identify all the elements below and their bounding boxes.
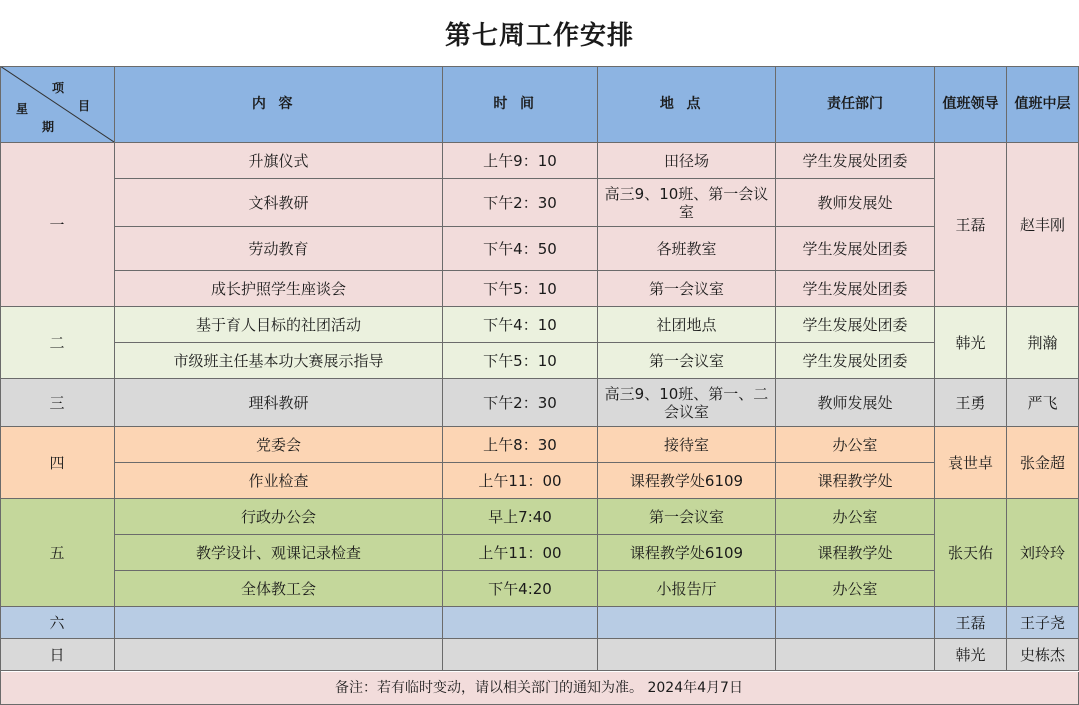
cell-content: 升旗仪式 (115, 143, 443, 179)
cell-place: 课程教学处6109 (598, 463, 776, 499)
cell-content: 教学设计、观课记录检查 (115, 535, 443, 571)
day-label: 二 (0, 307, 115, 379)
cell-dept: 学生发展处团委 (776, 227, 935, 271)
cell-dept: 教师发展处 (776, 179, 935, 227)
cell-place: 接待室 (598, 427, 776, 463)
cell-time: 上午11：00 (443, 463, 598, 499)
cell-content: 文科教研 (115, 179, 443, 227)
cell-place: 高三9、10班、第一、二会议室 (598, 379, 776, 427)
cell-dept: 学生发展处团委 (776, 343, 935, 379)
day-label: 一 (0, 143, 115, 307)
corner-day-char-1: 星 (16, 102, 29, 116)
duty-middle: 赵丰刚 (1007, 143, 1079, 307)
cell-content: 行政办公会 (115, 499, 443, 535)
cell-dept (776, 607, 935, 639)
cell-place: 田径场 (598, 143, 776, 179)
cell-time: 下午2：30 (443, 179, 598, 227)
cell-time: 早上7:40 (443, 499, 598, 535)
cell-content: 作业检查 (115, 463, 443, 499)
duty-middle: 王子尧 (1007, 607, 1079, 639)
day-label: 四 (0, 427, 115, 499)
cell-content: 基于育人目标的社团活动 (115, 307, 443, 343)
day-label: 三 (0, 379, 115, 427)
cell-content: 劳动教育 (115, 227, 443, 271)
cell-place: 小报告厅 (598, 571, 776, 607)
duty-middle: 荆瀚 (1007, 307, 1079, 379)
cell-dept: 学生发展处团委 (776, 307, 935, 343)
corner-day-char-2: 期 (42, 120, 55, 134)
duty-leader: 王勇 (935, 379, 1007, 427)
duty-middle: 史栋杰 (1007, 639, 1079, 671)
footer-note: 备注：若有临时变动，请以相关部门的通知为准。 2024年4月7日 (0, 672, 1079, 705)
day-label: 日 (0, 639, 115, 671)
header-time: 时间 (443, 66, 598, 143)
header-corner (0, 66, 115, 143)
cell-content: 党委会 (115, 427, 443, 463)
cell-place: 第一会议室 (598, 271, 776, 307)
cell-time: 下午4：10 (443, 307, 598, 343)
duty-leader: 韩光 (935, 307, 1007, 379)
day-label: 五 (0, 499, 115, 607)
cell-time: 上午8：30 (443, 427, 598, 463)
header-dept: 责任部门 (776, 66, 935, 143)
cell-time: 上午11：00 (443, 535, 598, 571)
page-title: 第七周工作安排 (444, 20, 634, 51)
cell-content: 全体教工会 (115, 571, 443, 607)
cell-time: 下午4:20 (443, 571, 598, 607)
header-content: 内容 (115, 66, 443, 143)
header-leader: 值班领导 (935, 66, 1007, 143)
cell-content: 成长护照学生座谈会 (115, 271, 443, 307)
cell-content (115, 639, 443, 671)
cell-content (115, 607, 443, 639)
cell-dept: 学生发展处团委 (776, 271, 935, 307)
duty-leader: 韩光 (935, 639, 1007, 671)
cell-place: 第一会议室 (598, 499, 776, 535)
cell-place (598, 639, 776, 671)
cell-dept: 办公室 (776, 499, 935, 535)
cell-time (443, 639, 598, 671)
duty-leader: 袁世卓 (935, 427, 1007, 499)
cell-dept: 教师发展处 (776, 379, 935, 427)
cell-dept: 办公室 (776, 571, 935, 607)
cell-time: 上午9：10 (443, 143, 598, 179)
cell-time: 下午5：10 (443, 271, 598, 307)
cell-dept: 课程教学处 (776, 535, 935, 571)
cell-place (598, 607, 776, 639)
corner-item-char-2: 目 (78, 99, 91, 113)
cell-dept: 办公室 (776, 427, 935, 463)
header-place: 地点 (598, 66, 776, 143)
duty-leader: 张天佑 (935, 499, 1007, 607)
cell-time: 下午5：10 (443, 343, 598, 379)
cell-time: 下午2：30 (443, 379, 598, 427)
cell-dept: 学生发展处团委 (776, 143, 935, 179)
cell-dept (776, 639, 935, 671)
cell-time: 下午4：50 (443, 227, 598, 271)
duty-leader: 王磊 (935, 143, 1007, 307)
cell-place: 各班教室 (598, 227, 776, 271)
duty-middle: 刘玲玲 (1007, 499, 1079, 607)
cell-content: 市级班主任基本功大赛展示指导 (115, 343, 443, 379)
cell-dept: 课程教学处 (776, 463, 935, 499)
corner-item-char-1: 项 (52, 81, 65, 95)
cell-place: 课程教学处6109 (598, 535, 776, 571)
cell-time (443, 607, 598, 639)
cell-place: 社团地点 (598, 307, 776, 343)
cell-content: 理科教研 (115, 379, 443, 427)
cell-place: 高三9、10班、第一会议室 (598, 179, 776, 227)
cell-place: 第一会议室 (598, 343, 776, 379)
day-label: 六 (0, 607, 115, 639)
header-middle: 值班中层 (1007, 66, 1079, 143)
duty-leader: 王磊 (935, 607, 1007, 639)
duty-middle: 张金超 (1007, 427, 1079, 499)
duty-middle: 严飞 (1007, 379, 1079, 427)
